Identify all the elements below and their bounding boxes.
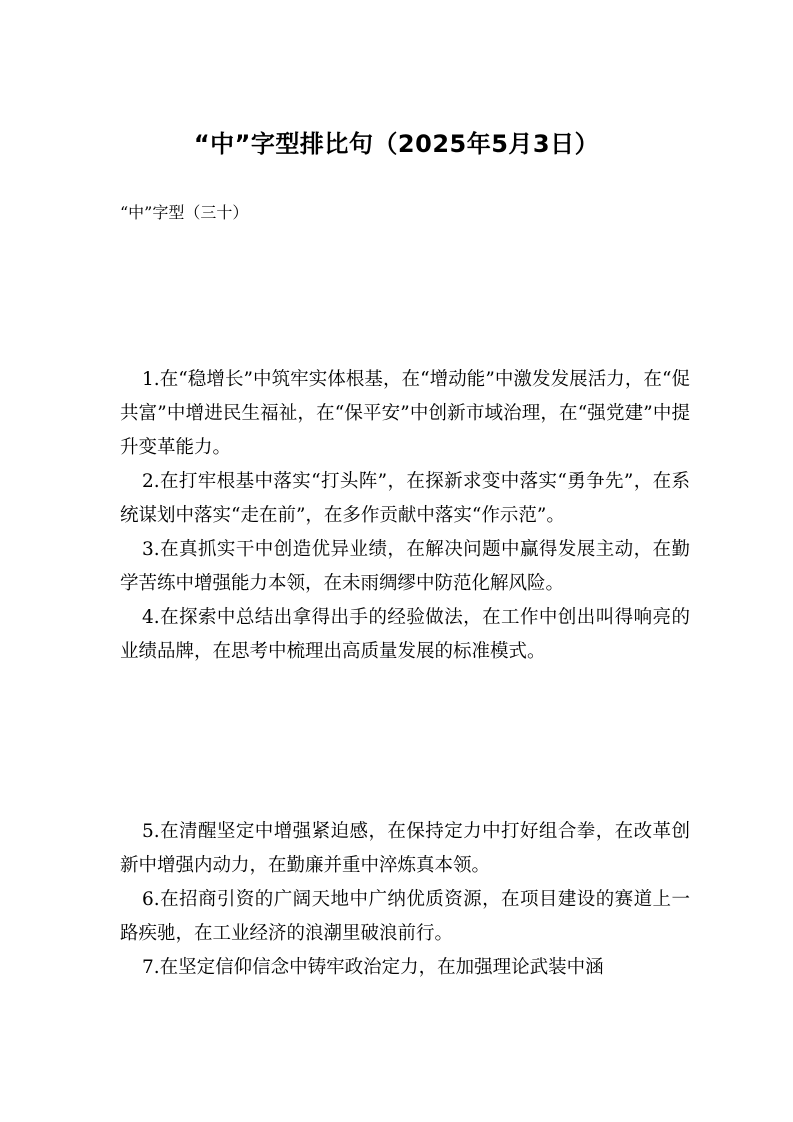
body-section-1	[120, 363, 690, 669]
paragraph-6: 6.在招商引资的广阔天地中广纳优质资源，在项目建设的赛道上一路疾驰，在工业经济的浪潮里破浪前行。	[120, 889, 690, 944]
paragraph-7: 7.在坚定信仰信念中铸牢政治定力，在加强理论武装中涵	[142, 957, 604, 978]
document-title: “中”字型排比句（2025年5月3日）	[193, 130, 600, 158]
document-subtitle: “中”字型（三十）	[120, 203, 249, 222]
paragraph-5: 5.在清醒坚定中增强紧迫感，在保持定力中打好组合拳，在改革创新中增强内动力，在勤廉并重中淬炼真本领。	[120, 821, 690, 876]
paragraph-1: 1.在“稳增长”中筑牢实体根基，在“增动能”中激发发展活力，在“促共富”中增进民生福祉，在“保平安”中创新市域治理，在“强党建”中提升变革能力。	[120, 369, 690, 458]
paragraph-4: 4.在探索中总结出拿得出手的经验做法，在工作中创出叫得响亮的业绩品牌，在思考中梳理出高质量发展的标准模式。	[120, 607, 690, 662]
paragraph-2: 2.在打牢根基中落实“打头阵”，在探新求变中落实“勇争先”，在系统谋划中落实“走在前”，在多作贡献中落实“作示范”。	[120, 471, 690, 526]
paragraph-3: 3.在真抓实干中创造优异业绩，在解决问题中赢得发展主动，在勤学苦练中增强能力本领，在未雨绸缪中防范化解风险。	[120, 539, 690, 594]
body-section-2	[120, 815, 690, 985]
